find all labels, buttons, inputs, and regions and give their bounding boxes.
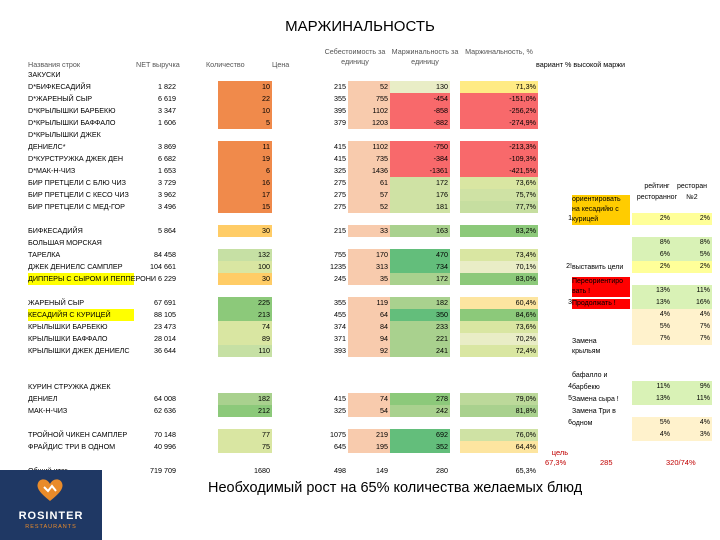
margin-unit-cell: -454	[390, 93, 450, 105]
header-cost-text: Себестоимость за единицу	[324, 47, 386, 66]
rating-cell: 5%	[632, 417, 672, 429]
margin-pct-cell: 77,7%	[460, 201, 538, 213]
cost-unit-cell: 119	[348, 297, 390, 309]
note-number: 5	[568, 395, 572, 402]
row-name: D*КРЫЛЫШКИ БАРБЕКЮ	[28, 106, 116, 115]
cost-cell: 755	[334, 250, 346, 259]
margin-unit-cell: 163	[390, 225, 450, 237]
net-cell: 36 644	[154, 346, 176, 355]
note-row	[540, 369, 712, 381]
margin-unit-cell: -858	[390, 105, 450, 117]
note-line: на кесадийю с	[572, 206, 619, 213]
cost-unit-cell: 1436	[348, 165, 390, 177]
net-cell: 6 682	[158, 154, 176, 163]
margin-unit-cell: 176	[390, 189, 450, 201]
header-marginpct	[460, 47, 538, 69]
cost-cell: 275	[334, 202, 346, 211]
cost-cell: 1075	[330, 430, 346, 439]
margin-unit-cell: 352	[390, 441, 450, 453]
note-row	[540, 321, 712, 333]
margin-pct-cell: 73,6%	[460, 177, 538, 189]
row-name	[28, 369, 164, 381]
row-name: D*КРЫЛЫШКИ БАФФАЛО	[28, 118, 116, 127]
margin-pct-cell: -109,3%	[460, 153, 538, 165]
cost-unit-cell: 149	[376, 466, 388, 475]
note-row	[540, 338, 712, 357]
margin-unit-cell: 182	[390, 297, 450, 309]
qty-cell: 11	[218, 141, 272, 153]
row-name: КРЫЛЫШКИ БАФФАЛО	[28, 334, 108, 343]
note-text	[572, 419, 630, 429]
cost-cell: 415	[334, 394, 346, 403]
qty-cell: 19	[218, 153, 272, 165]
qty-cell: 10	[218, 105, 272, 117]
header-price: Цена	[272, 60, 290, 69]
net-cell: 40 996	[154, 442, 176, 451]
qty-cell: 89	[218, 333, 272, 345]
row-name: БИР ПРЕТЦЕЛИ С МЕД-ГОР	[28, 202, 125, 211]
row-name	[28, 417, 164, 429]
cost-cell: 395	[334, 106, 346, 115]
margin-unit-cell: 734	[390, 261, 450, 273]
margin-unit-cell: -1361	[390, 165, 450, 177]
margin-unit-cell: 172	[390, 177, 450, 189]
qty-cell: 16	[218, 177, 272, 189]
net-cell: 3 729	[158, 178, 176, 187]
row-name: D*ЖАРЕНЫЙ СЫР	[28, 94, 93, 103]
margin-pct-cell: 83,0%	[460, 273, 538, 285]
net-cell: 5 864	[158, 226, 176, 235]
cost-cell: 215	[334, 226, 346, 235]
margin-unit-cell: 181	[390, 201, 450, 213]
cost-unit-cell: 1203	[348, 117, 390, 129]
row-name: D*МАК-Н-ЧИЗ	[28, 166, 76, 175]
row-name: БИР ПРЕТЦЕЛИ С КЕСО ЧИЗ	[28, 190, 129, 199]
rest2-cell: 11%	[672, 285, 712, 297]
rating-cell: 13%	[632, 393, 672, 405]
qty-cell: 110	[218, 345, 272, 357]
net-cell: 67 691	[154, 298, 176, 307]
margin-unit-cell: 278	[390, 393, 450, 405]
rating-cell: 2%	[632, 261, 672, 273]
margin-pct-cell: 70,2%	[460, 333, 538, 345]
qty-cell: 100	[218, 261, 272, 273]
company-logo	[0, 470, 102, 540]
cost-unit-cell: 755	[348, 93, 390, 105]
cost-unit-cell: 84	[348, 321, 390, 333]
margin-pct-cell: -213,3%	[460, 141, 538, 153]
note-number: 1	[568, 215, 572, 222]
margin-pct-cell: 71,3%	[460, 81, 538, 93]
cost-unit-cell: 1102	[348, 105, 390, 117]
net-cell: 84 458	[154, 250, 176, 259]
row-name: КУРИН СТРУЖКА ДЖЕК	[28, 382, 111, 391]
row-name: ЖАРЕНЫЙ СЫР	[28, 298, 85, 307]
rest2-cell: 8%	[672, 237, 712, 249]
qty-cell: 182	[218, 393, 272, 405]
margin-pct-cell: 65,3%	[515, 466, 536, 475]
cost-cell: 245	[334, 274, 346, 283]
margin-unit-cell: -882	[390, 117, 450, 129]
note-text	[572, 407, 630, 417]
net-cell: 3 496	[158, 202, 176, 211]
note-text	[572, 383, 630, 393]
rest2-cell: 11%	[672, 393, 712, 405]
note-number: 4	[568, 383, 572, 390]
qty-cell: 132	[218, 249, 272, 261]
rating-cell: 8%	[632, 237, 672, 249]
cost-cell: 325	[334, 166, 346, 175]
note-number: 2!	[566, 263, 572, 270]
row-name	[28, 357, 164, 369]
cost-cell: 275	[334, 190, 346, 199]
net-cell: 3 347	[158, 106, 176, 115]
header-margin	[390, 47, 460, 69]
row-name: КРЫЛЫШКИ БАРБЕКЮ	[28, 322, 108, 331]
note-line: Продолжать !	[572, 300, 616, 307]
qty-cell: 74	[218, 321, 272, 333]
cost-unit-cell: 219	[348, 429, 390, 441]
margin-unit-cell: 130	[390, 81, 450, 93]
note-line: Замена сыра !	[572, 396, 619, 403]
rest2-cell: 9%	[672, 381, 712, 393]
qty-cell: 77	[218, 429, 272, 441]
margin-unit-cell: 172	[390, 273, 450, 285]
note-row	[540, 393, 712, 405]
note-row	[540, 309, 712, 321]
goal-row	[545, 448, 575, 468]
cost-unit-cell: 94	[348, 333, 390, 345]
cost-cell: 275	[334, 178, 346, 187]
page-title: МАРЖИНАЛЬНОСТЬ	[285, 18, 435, 35]
note-text	[572, 337, 630, 357]
rating-cell: 2%	[632, 213, 672, 225]
margin-pct-cell: 73,4%	[460, 249, 538, 261]
header-name: Названия строк	[28, 60, 81, 69]
row-name: D*БИФКЕСАДИЙЯ	[28, 82, 91, 91]
qty-cell: 75	[218, 441, 272, 453]
note-text	[572, 195, 630, 225]
note-text	[572, 299, 630, 309]
cost-cell: 645	[334, 442, 346, 451]
rest2-cell: 4%	[672, 417, 712, 429]
cost-cell: 355	[334, 298, 346, 307]
cost-unit-cell: 92	[348, 345, 390, 357]
rest2-cell: 16%	[672, 297, 712, 309]
margin-pct-cell: -274,9%	[460, 117, 538, 129]
margin-unit-cell: 242	[390, 405, 450, 417]
qty-cell: 10	[218, 81, 272, 93]
rest2-cell: 7%	[672, 321, 712, 333]
qty-cell: 225	[218, 297, 272, 309]
note-number: 6	[568, 419, 572, 426]
cost-unit-cell: 35	[348, 273, 390, 285]
margin-unit-cell: 233	[390, 321, 450, 333]
cost-unit-cell: 64	[348, 309, 390, 321]
net-cell: 6 619	[158, 94, 176, 103]
rating-cell: 13%	[632, 285, 672, 297]
margin-pct-cell: 76,0%	[460, 429, 538, 441]
margin-pct-cell: 79,0%	[460, 393, 538, 405]
note-text	[572, 371, 630, 381]
row-name: ДИППЕРЫ С СЫРОМ И ПЕППЕРОНИ	[28, 274, 157, 283]
cost-unit-cell: 735	[348, 153, 390, 165]
header-rest2-text: ресторан №2	[677, 183, 707, 201]
net-cell: 28 014	[154, 334, 176, 343]
margin-unit-cell: 470	[390, 249, 450, 261]
note-text	[572, 277, 630, 297]
cost-cell: 374	[334, 322, 346, 331]
qty-cell: 212	[218, 405, 272, 417]
qty-cell: 6	[218, 165, 272, 177]
cost-cell: 455	[334, 310, 346, 319]
logo-name: ROSINTER	[18, 510, 84, 522]
qty-cell: 30	[218, 225, 272, 237]
row-name: D*КУРСТРУЖКА ДЖЕК ДЕН	[28, 154, 124, 163]
header-net: NET выручка	[136, 60, 180, 69]
margin-unit-cell: -750	[390, 141, 450, 153]
rating-cell: 13%	[632, 297, 672, 309]
note-row	[540, 429, 712, 441]
cost-unit-cell: 195	[348, 441, 390, 453]
row-name: ЗАКУСКИ	[28, 70, 61, 79]
logo-subtitle: RESTAURANTS	[25, 524, 77, 530]
net-cell: 1 822	[158, 82, 176, 91]
qty-cell: 213	[218, 309, 272, 321]
cost-unit-cell: 52	[348, 81, 390, 93]
header-cost	[320, 47, 390, 69]
row-name: БИФКЕСАДИЙЯ	[28, 226, 83, 235]
note-row	[540, 417, 712, 429]
note-line: барбекю	[572, 384, 600, 391]
row-name: БИР ПРЕТЦЕЛИ С БЛЮ ЧИЗ	[28, 178, 126, 187]
net-cell: 23 473	[154, 322, 176, 331]
header-margin-text: Маржинальность за единицу	[391, 47, 459, 66]
row-name: D*КРЫЛЫШКИ ДЖЕК	[28, 130, 101, 139]
margin-pct-cell: -421,5%	[460, 165, 538, 177]
header-rating-text: рейтинг ресторанног	[636, 183, 678, 201]
margin-unit-cell: 221	[390, 333, 450, 345]
margin-pct-cell: 70,1%	[460, 261, 538, 273]
margin-pct-cell: 60,4%	[460, 297, 538, 309]
net-cell: 1 653	[158, 166, 176, 175]
header-variant: вариант % высокой маржи	[536, 60, 626, 69]
margin-unit-cell: -384	[390, 153, 450, 165]
note-row	[540, 237, 712, 249]
rest2-cell: 3%	[672, 429, 712, 441]
note-row	[540, 261, 712, 273]
cost-cell: 498	[334, 466, 346, 475]
note-row	[540, 278, 712, 297]
margin-pct-cell: -256,2%	[460, 105, 538, 117]
net-cell: 64 008	[154, 394, 176, 403]
qty-cell: 30	[218, 273, 272, 285]
net-cell: 719 709	[150, 466, 176, 475]
rest2-cell: 2%	[672, 261, 712, 273]
note-row	[540, 405, 712, 417]
header-qty: Количество	[206, 60, 245, 69]
note-text	[572, 263, 630, 273]
goal-label: цель	[551, 448, 569, 457]
heart-logo-icon	[36, 478, 64, 502]
rating-cell: 4%	[632, 309, 672, 321]
rating-cell: 5%	[632, 321, 672, 333]
cost-unit-cell: 52	[348, 201, 390, 213]
note-row	[540, 249, 712, 261]
row-name: ДЕНИЕЛС*	[28, 142, 66, 151]
rating-cell: 4%	[632, 429, 672, 441]
net-cell: 3 962	[158, 190, 176, 199]
margin-pct-cell: 73,6%	[460, 321, 538, 333]
net-cell: 6 229	[158, 274, 176, 283]
rating-cell: 11%	[632, 381, 672, 393]
margin-unit-cell: 241	[390, 345, 450, 357]
margin-pct-cell: 75,7%	[460, 189, 538, 201]
cost-unit-cell: 33	[348, 225, 390, 237]
cost-cell: 215	[334, 82, 346, 91]
margin-pct-cell: -151,0%	[460, 93, 538, 105]
cost-unit-cell: 1102	[348, 141, 390, 153]
net-cell: 1 606	[158, 118, 176, 127]
cost-unit-cell: 74	[348, 393, 390, 405]
note-row	[540, 196, 712, 225]
margin-pct-cell: 83,2%	[460, 225, 538, 237]
note-line: выставить цели	[572, 264, 624, 271]
cost-cell: 371	[334, 334, 346, 343]
note-line: курицей	[572, 216, 599, 223]
note-row	[540, 297, 712, 309]
net-cell: 3 869	[158, 142, 176, 151]
margin-pct-cell: 64,4%	[460, 441, 538, 453]
rest2-cell: 2%	[672, 213, 712, 225]
row-name	[28, 453, 164, 465]
note-line: Замена	[572, 338, 597, 345]
cost-unit-cell: 54	[348, 405, 390, 417]
row-name: ФРАЙДИС ТРИ В ОДНОМ	[28, 442, 116, 451]
note-text	[572, 395, 630, 405]
cost-cell: 393	[334, 346, 346, 355]
net-cell: 104 661	[150, 262, 176, 271]
row-name	[28, 285, 164, 297]
note-line: бафалло и	[572, 372, 608, 379]
net-cell: 62 636	[154, 406, 176, 415]
row-name: ДЖЕК ДЕНИЕЛС САМПЛЕР	[28, 262, 123, 271]
header-marginpct-text: Маржинальность, %	[465, 47, 533, 56]
row-name: ТРОЙНОЙ ЧИКЕН САМПЛЕР	[28, 430, 128, 439]
row-name: БОЛЬШАЯ МОРСКАЯ	[28, 238, 102, 247]
rest2-cell: 5%	[672, 249, 712, 261]
margin-pct-cell: 84,6%	[460, 309, 538, 321]
goal-value: 67,3%	[545, 458, 567, 467]
rating-cell: 6%	[632, 249, 672, 261]
margin-unit-cell: 280	[436, 466, 448, 475]
rest2-cell: 7%	[672, 333, 712, 345]
margin-unit-cell: 350	[390, 309, 450, 321]
qty-cell: 5	[218, 117, 272, 129]
rest2-cell: 4%	[672, 309, 712, 321]
cost-unit-cell: 313	[348, 261, 390, 273]
cost-unit-cell: 57	[348, 189, 390, 201]
cost-unit-cell: 61	[348, 177, 390, 189]
cost-cell: 379	[334, 118, 346, 127]
cost-cell: 415	[334, 142, 346, 151]
note-line: Переориентиро	[572, 278, 624, 285]
note-row	[540, 381, 712, 393]
margin-pct-cell: 72,4%	[460, 345, 538, 357]
note-line: вать !	[572, 288, 591, 295]
cost-cell: 415	[334, 154, 346, 163]
margin-unit-cell: 692	[390, 429, 450, 441]
qty-cell: 1680	[254, 466, 270, 475]
row-name: КРЫЛЫШКИ ДЖЕК ДЕНИЕЛС	[28, 346, 130, 355]
row-name	[28, 213, 164, 225]
row-name: ДЕНИЕЛ	[28, 394, 58, 403]
footer-caption: Необходимый рост на 65% количества желаемых блюд	[208, 480, 583, 496]
cost-cell: 325	[334, 406, 346, 415]
goal-mid: 285	[600, 458, 613, 467]
qty-cell: 22	[218, 93, 272, 105]
qty-cell: 15	[218, 201, 272, 213]
row-name: МАК-Н-ЧИЗ	[28, 406, 68, 415]
row-name: КЕСАДИЙЯ С КУРИЦЕЙ	[28, 309, 134, 321]
cost-unit-cell: 170	[348, 249, 390, 261]
rating-cell: 7%	[632, 333, 672, 345]
header-rest2	[672, 181, 712, 205]
goal-right: 320/74%	[666, 458, 696, 467]
row-name: ТАРЕЛКА	[28, 250, 61, 259]
qty-cell: 17	[218, 189, 272, 201]
note-line: крыльям	[572, 348, 601, 355]
note-line: Замена Три в	[572, 408, 616, 415]
net-cell: 70 148	[154, 430, 176, 439]
cost-cell: 355	[334, 94, 346, 103]
cost-cell: 1235	[330, 262, 346, 271]
note-number: 3	[568, 299, 572, 306]
note-line: одном	[572, 420, 593, 427]
net-cell: 88 105	[154, 310, 176, 319]
note-line: ориентировать	[572, 196, 621, 203]
margin-pct-cell: 81,8%	[460, 405, 538, 417]
